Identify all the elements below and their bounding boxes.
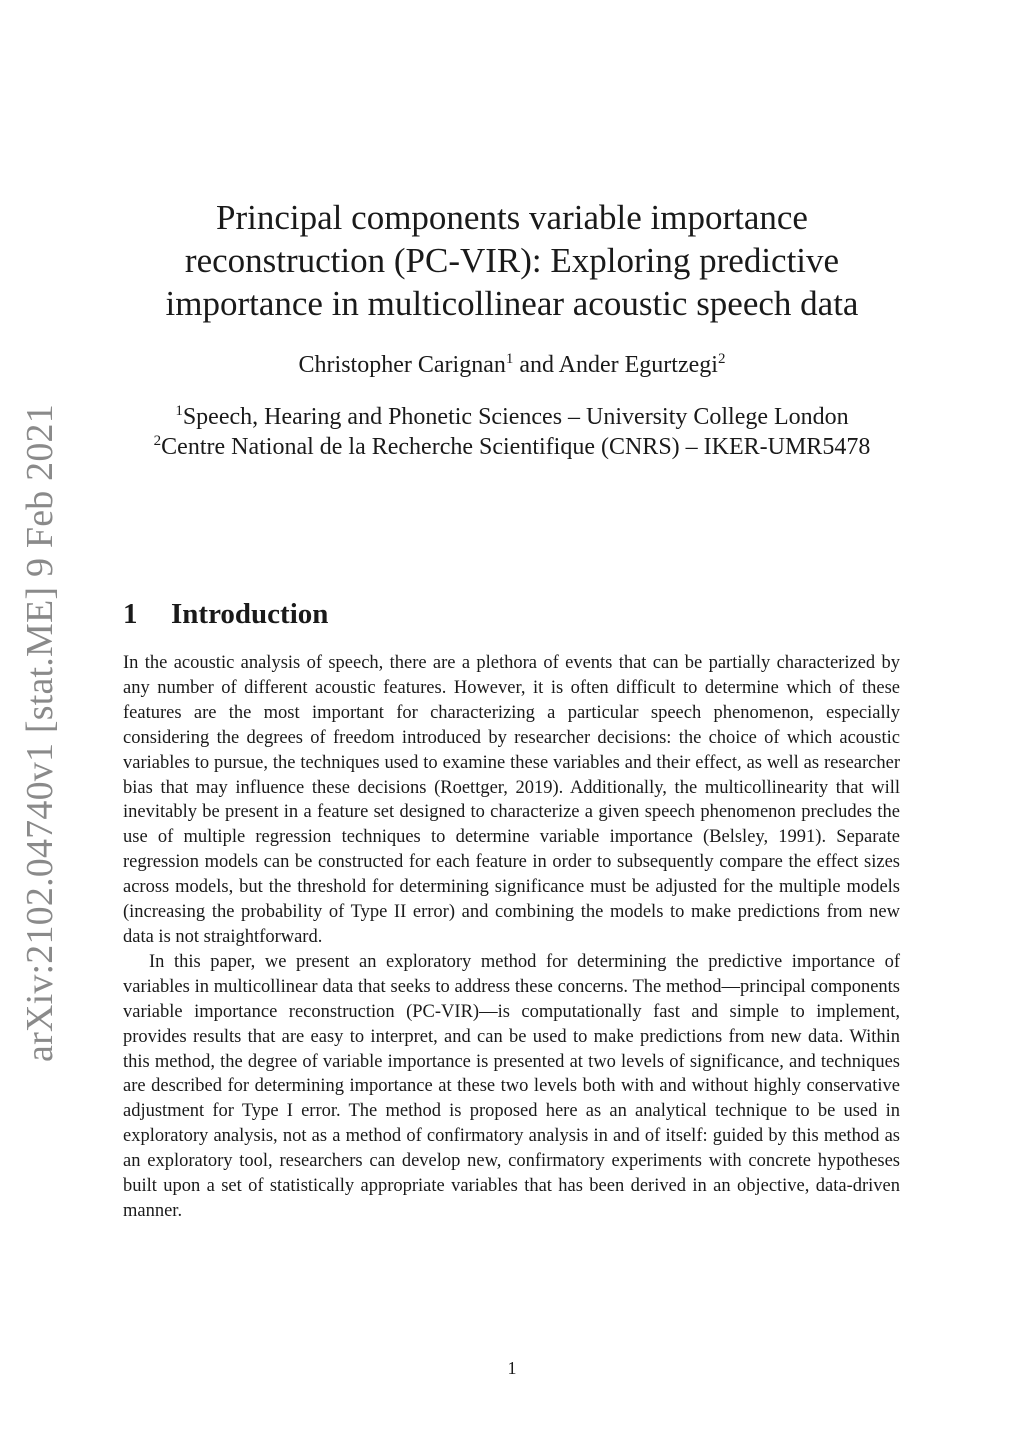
affiliation-text: Centre National de la Recherche Scientifique (CNRS) – IKER-UMR5478 xyxy=(161,434,871,460)
section-number: 1 xyxy=(123,598,138,630)
affiliation-mark: 2 xyxy=(717,351,726,367)
paragraph: In this paper, we present an exploratory method for determining the predictive importance of variables in multicollinear data that seeks to address these concerns. The method—principal components variable importance reconstruction (PC-VIR)—is computationally fast and simple to implement, provides results that are easy to interpret, and can be used to make predictions from new data. Within this method, the degree of variable importance is presented at two levels of significance, and techniques are described for determining importance at these two levels both with and without highly conservative adjustment for Type I error. The method is proposed here as an analytical technique to be used in exploratory analysis, not as a method of confirmatory analysis in and of itself: guided by this method as an exploratory tool, researchers can develop new, confirmatory experiments with concrete hypotheses built upon a set of statistically appropriate variables that has been derived in an objective, data-driven manner. xyxy=(123,951,900,1221)
arxiv-identifier-stamp: arXiv:2102.04740v1 [stat.ME] 9 Feb 2021 xyxy=(19,404,61,1062)
affiliation-mark: 1 xyxy=(505,351,514,367)
affiliation-mark: 2 xyxy=(153,433,162,449)
body-text xyxy=(123,651,900,1224)
affiliation-text: Speech, Hearing and Phonetic Sciences – University College London xyxy=(182,404,849,430)
affiliations xyxy=(100,402,924,462)
paragraph: In the acoustic analysis of speech, there are a plethora of events that can be partially characterized by any number of different acoustic features. However, it is often difficult to determine which of these features are the most important for characterizing a particular speech phenomenon, especially considering the degrees of freedom introduced by researcher decisions: the choice of which acoustic variables to pursue, the techniques used to examine these variables and their effect, as well as researcher bias that may influence these decisions (Roettger, 2019). Additionally, the multicollinearity that will inevitably be present in a feature set designed to characterize a given speech phenomenon precludes the use of multiple regression techniques to determine variable importance (Belsley, 1991). Separate regression models can be constructed for each feature in order to subsequently compare the effect sizes across models, but the threshold for determining significance must be adjusted for the multiple models (increasing the probability of Type II error) and combining the models to make predictions from new data is not straightforward. xyxy=(123,653,900,947)
author-name: Christopher Carignan xyxy=(298,352,506,378)
affiliation-line xyxy=(100,432,924,462)
affiliation-mark: 1 xyxy=(175,403,183,419)
paper-title: Principal components variable importance reconstruction (PC-VIR): Exploring predictive importance in multicollinear acoustic speech data xyxy=(165,198,859,323)
affiliation-line xyxy=(100,402,924,432)
page-number: 1 xyxy=(507,1358,517,1378)
author-name: Ander Egurtzegi xyxy=(558,352,718,378)
section-title: Introduction xyxy=(171,598,329,630)
section-heading xyxy=(123,596,328,632)
author-connector: and xyxy=(513,352,559,378)
author-line xyxy=(140,350,884,380)
